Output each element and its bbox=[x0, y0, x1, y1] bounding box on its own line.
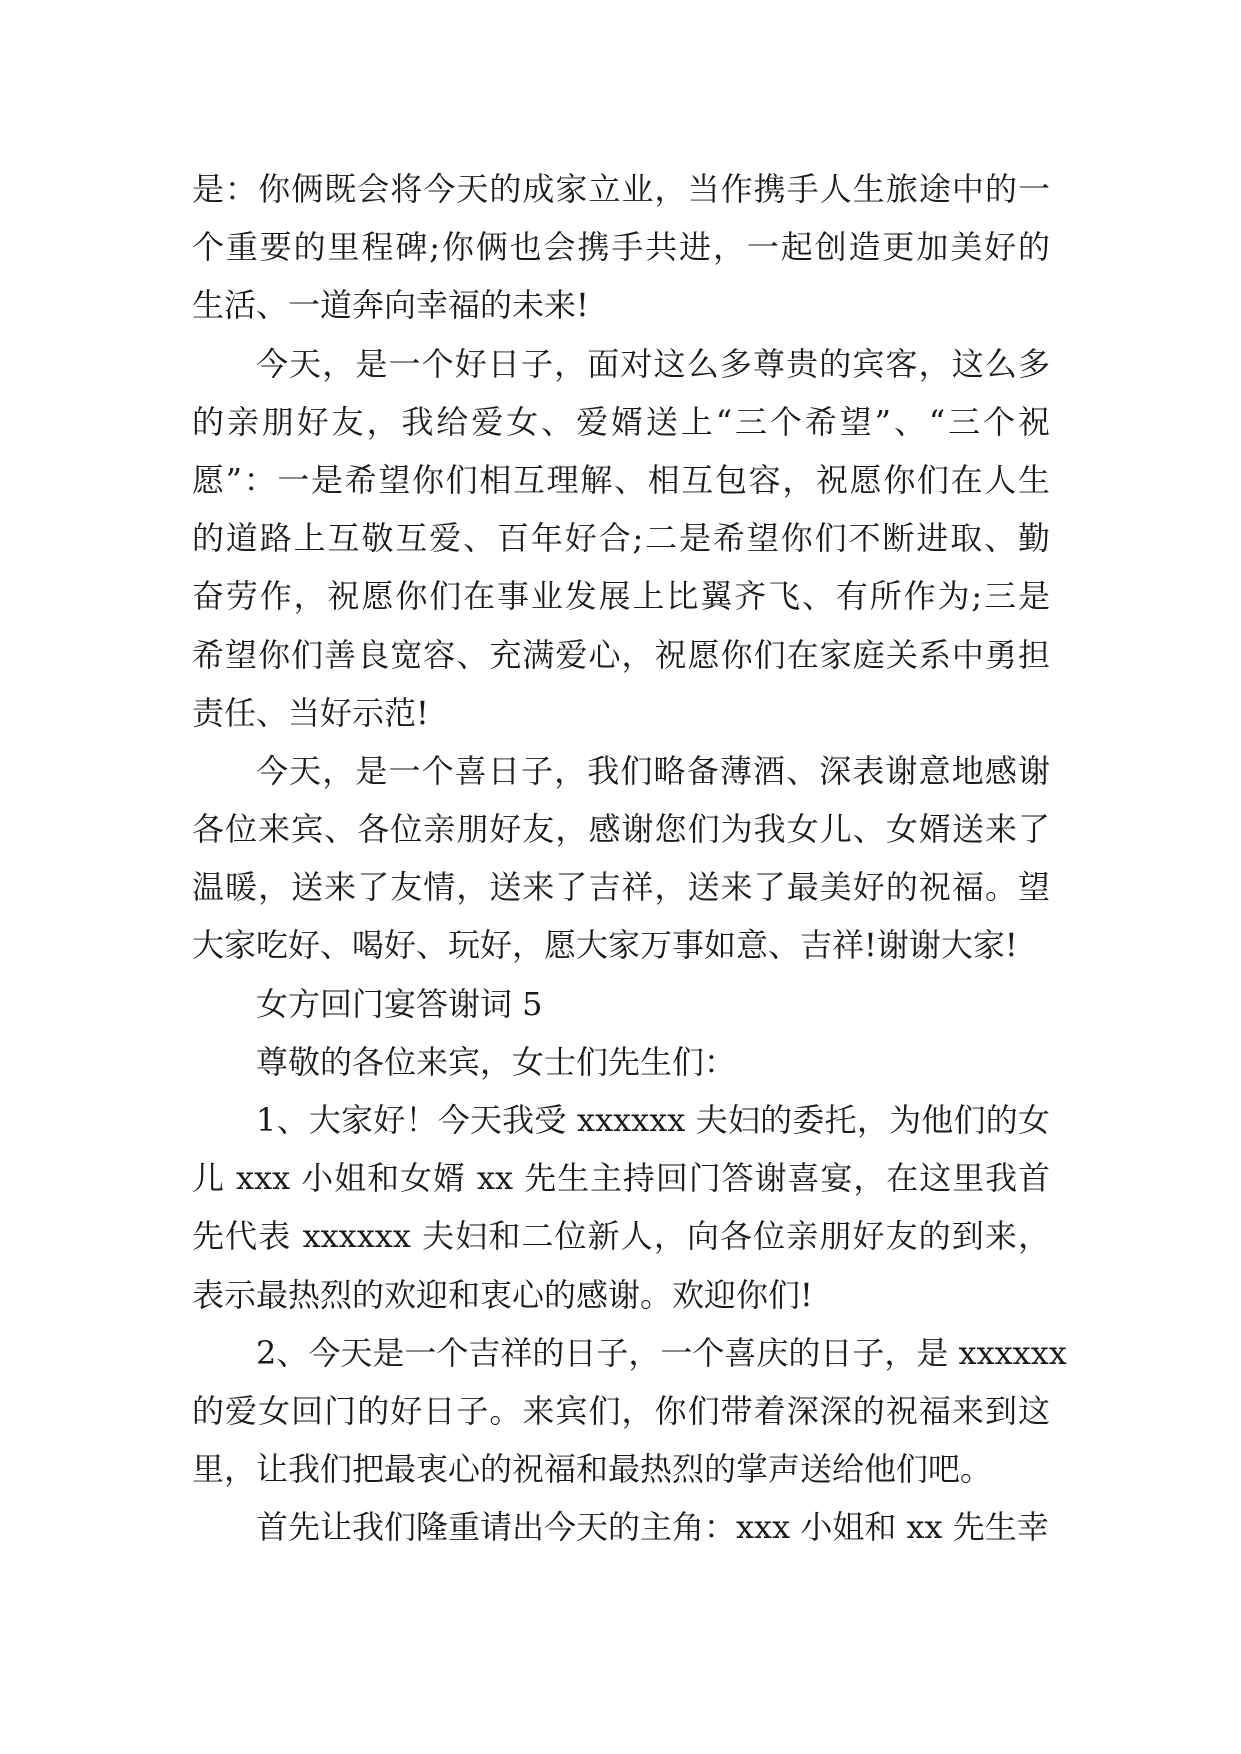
text-line: 今天，是一个喜日子，我们略备薄酒、深表谢意地感谢 bbox=[256, 751, 1050, 790]
text-line: 2、今天是一个吉祥的日子，一个喜庆的日子，是 xxxxxx bbox=[256, 1333, 1067, 1372]
paragraph bbox=[192, 1324, 1067, 1499]
text-line: 的道路上互敬互爱、百年好合;二是希望你们不断进取、勤 bbox=[192, 519, 1050, 558]
text-line: 大家吃好、喝好、玩好，愿大家万事如意、吉祥!谢谢大家! bbox=[192, 926, 1018, 965]
text-line: 是：你俩既会将今天的成家立业，当作携手人生旅途中的一 bbox=[192, 170, 1050, 208]
paragraph bbox=[192, 160, 1050, 335]
paragraph bbox=[192, 975, 1050, 1033]
text-line: 今天，是一个好日子，面对这么多尊贵的宾客，这么多 bbox=[256, 344, 1050, 383]
text-line: 1、大家好！今天我受 xxxxxx 夫妇的委托，为他们的女 bbox=[256, 1101, 1050, 1139]
document-body bbox=[192, 160, 1067, 1557]
text-line: 责任、当好示范! bbox=[192, 693, 429, 732]
text-line: 温暖，送来了友情，送来了吉祥，送来了最美好的祝福。望 bbox=[192, 868, 1050, 907]
text-line: 生活、一道奔向幸福的未来! bbox=[192, 286, 589, 325]
text-line: 的亲朋好友，我给爱女、爱婿送上“三个希望”、“三个祝 bbox=[192, 402, 1050, 441]
text-line: 先代表 xxxxxx 夫妇和二位新人，向各位亲朋好友的到来， bbox=[192, 1217, 1050, 1256]
text-line: 女方回门宴答谢词 5 bbox=[256, 984, 543, 1023]
text-line: 希望你们善良宽容、充满爱心，祝愿你们在家庭关系中勇担 bbox=[192, 635, 1050, 674]
paragraph bbox=[192, 742, 1050, 975]
paragraph bbox=[192, 1498, 1050, 1556]
text-line: 表示最热烈的欢迎和衷心的感谢。欢迎你们! bbox=[192, 1275, 813, 1314]
text-line: 个重要的里程碑;你俩也会携手共进，一起创造更加美好的 bbox=[192, 228, 1050, 267]
paragraph bbox=[192, 335, 1050, 742]
text-line: 各位来宾、各位亲朋好友，感谢您们为我女儿、女婿送来了 bbox=[192, 810, 1050, 849]
text-line: 首先让我们隆重请出今天的主角：xxx 小姐和 xx 先生幸 bbox=[256, 1508, 1049, 1547]
text-line: 里，让我们把最衷心的祝福和最热烈的掌声送给他们吧。 bbox=[192, 1450, 993, 1489]
paragraph bbox=[192, 1091, 1050, 1324]
text-line: 奋劳作，祝愿你们在事业发展上比翼齐飞、有所作为;三是 bbox=[192, 577, 1050, 616]
text-line: 的爱女回门的好日子。来宾们，你们带着深深的祝福来到这 bbox=[192, 1391, 1050, 1430]
paragraph bbox=[192, 1033, 1050, 1091]
text-line: 尊敬的各位来宾，女士们先生们： bbox=[256, 1042, 737, 1081]
text-line: 愿”：一是希望你们相互理解、相互包容，祝愿你们在人生 bbox=[192, 460, 1050, 499]
text-line: 儿 xxx 小姐和女婿 xx 先生主持回门答谢喜宴，在这里我首 bbox=[192, 1159, 1050, 1198]
